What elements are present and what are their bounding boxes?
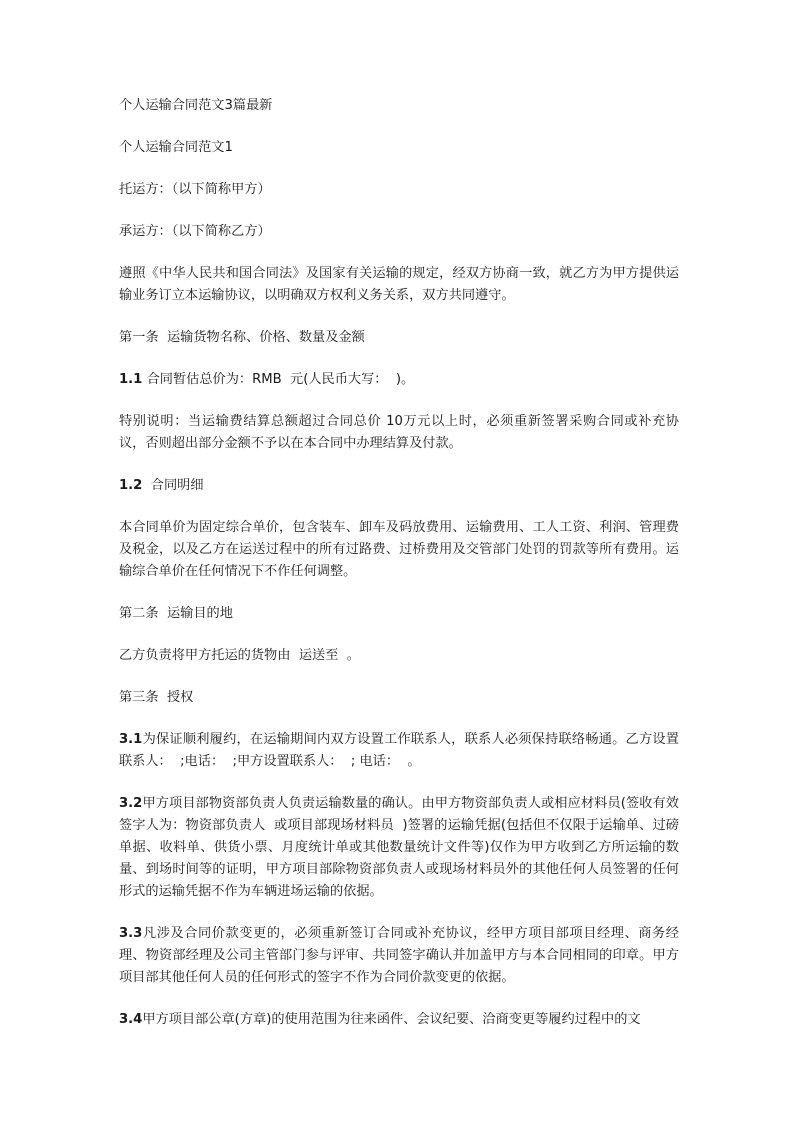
- document-title: 个人运输合同范文3篇最新: [119, 98, 273, 113]
- document-subtitle: 个人运输合同范文1: [119, 140, 233, 155]
- clause-text: 合同明细: [142, 478, 204, 493]
- intro-paragraph: 遵照《中华人民共和国合同法》及国家有关运输的规定，经双方协商一致，就乙方为甲方提供运输业务订立本运输协议，以明确双方权利义务关系，双方共同遵守。: [119, 266, 679, 303]
- clause-number: 1.2: [119, 478, 143, 493]
- clause-number: 3.2: [119, 796, 143, 811]
- clause-3-2: [119, 793, 679, 903]
- clause-number: 3.4: [119, 1012, 143, 1027]
- clause-text: 甲方项目部物资部负责人负责运输数量的确认。由甲方物资部负责人或相应材料员(签收有效签字人为：物资部负责人 或项目部现场材料员 )签署的运输凭据(包括但不仅限于运输单、过磅单据、收料单、供货小票、月度统计单或其他数量统计文件等)仅作为甲方收到乙方所运输的数量、到场时间等的证明，甲方项目部除物资部负责人或现场材料员外的其他任何人员签署的任何形式的运输凭据不作为车辆进场运输的依据。: [119, 796, 679, 899]
- article-1-heading: 第一条 运输货物名称、价格、数量及金额: [119, 330, 365, 345]
- clause-number: 3.1: [119, 732, 143, 747]
- clause-text: 甲方项目部公章(方章)的使用范围为往来函件、会议纪要、洽商变更等履约过程中的文: [142, 1012, 641, 1027]
- clause-number: 1.1: [119, 372, 143, 387]
- carrier-line: 承运方：（以下简称乙方）: [119, 224, 271, 239]
- clause-1-1: [119, 369, 679, 391]
- document-page: [119, 95, 679, 1051]
- shipper-line: 托运方：（以下简称甲方）: [119, 182, 271, 197]
- unit-price-paragraph: 本合同单价为固定综合单价，包含装车、卸车及码放费用、运输费用、工人工资、利润、管理费及税金，以及乙方在运送过程中的所有过路费、过桥费用及交管部门处罚的罚款等所有费用。运输综合单价在任何情况下不作任何调整。: [119, 520, 679, 579]
- clause-text: 凡涉及合同价款变更的，必须重新签订合同或补充协议，经甲方项目部项目经理、商务经理、物资部经理及公司主管部门参与评审、共同签字确认并加盖甲方与本合同相同的印章。甲方项目部其他任何人员的任何形式的签字不作为合同价款变更的依据。: [119, 926, 679, 985]
- clause-text: 为保证顺利履约，在运输期间内双方设置工作联系人，联系人必须保持联络畅通。乙方设置联系人： ;电话： ;甲方设置联系人： ; 电话： 。: [119, 732, 679, 769]
- clause-3-4: [119, 1009, 679, 1031]
- special-note-paragraph: 特别说明：当运输费结算总额超过合同总价 10万元以上时，必须重新签署采购合同或补充协议，否则超出部分金额不予以在本合同中办理结算及付款。: [119, 414, 679, 451]
- article-3-heading: 第三条 授权: [119, 690, 194, 705]
- article-2-heading: 第二条 运输目的地: [119, 606, 233, 621]
- clause-3-1: [119, 729, 679, 773]
- clause-3-3: [119, 923, 679, 989]
- clause-text: 合同暂估总价为：RMB 元(人民币大写： )。: [142, 372, 415, 387]
- clause-1-2: [119, 475, 679, 497]
- clause-number: 3.3: [119, 926, 143, 941]
- destination-paragraph: 乙方负责将甲方托运的货物由 运送至 。: [119, 648, 360, 663]
